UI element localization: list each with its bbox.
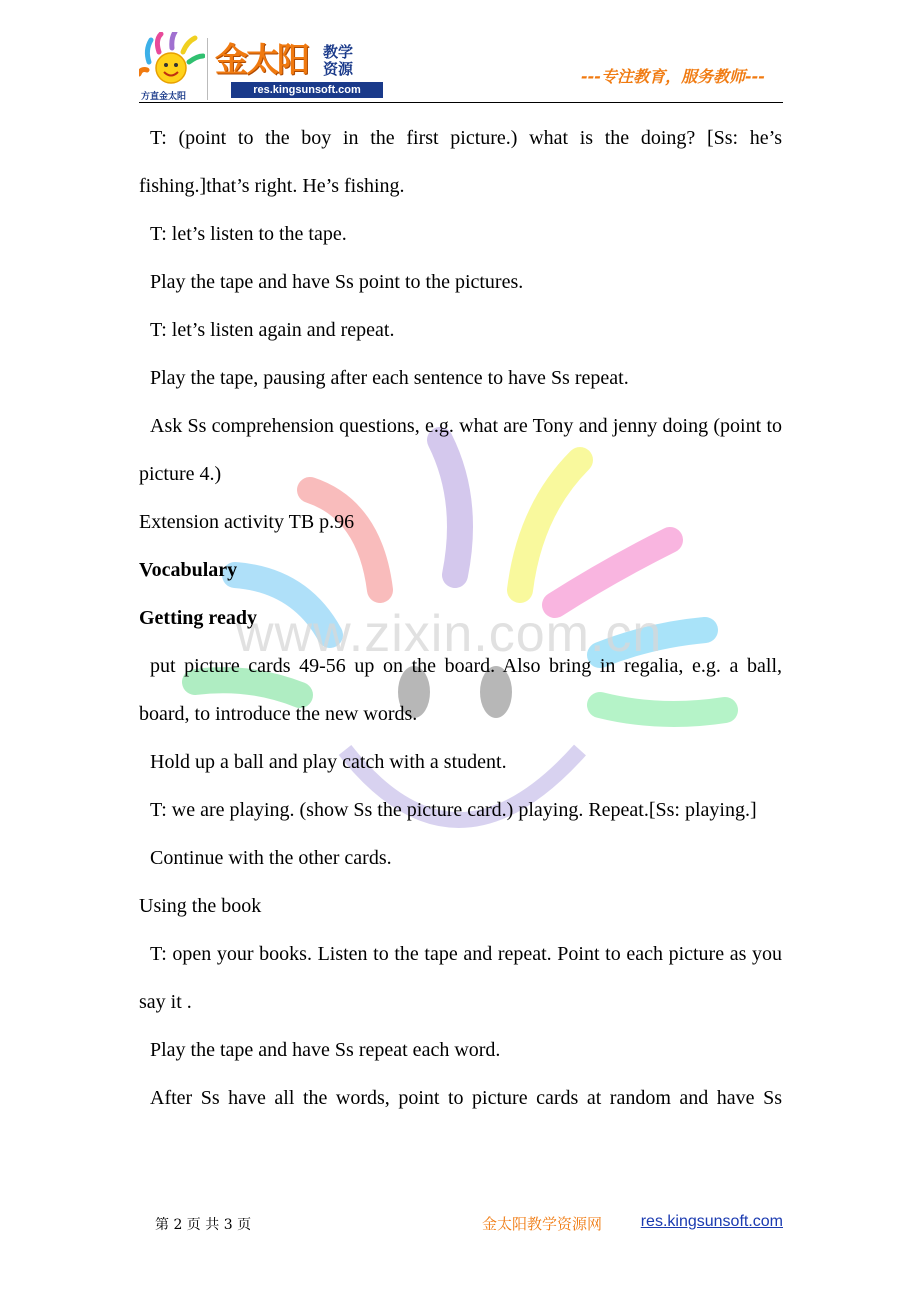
paragraph: T: (point to the boy in the first picture.) what is the doing? [Ss: he’s fishing.]that’s right. He’s fishing.	[139, 127, 782, 197]
paragraph: put picture cards 49-56 up on the board. Also bring in regalia, e.g. a ball, board, to introduce the new words.	[139, 655, 782, 725]
paragraph: T: let’s listen again and repeat.	[150, 319, 395, 341]
section-heading: Getting ready	[139, 607, 257, 629]
page-header	[139, 30, 783, 103]
paragraph: Ask Ss comprehension questions, e.g. what are Tony and jenny doing (point to picture 4.)	[139, 415, 782, 485]
header-tagline: ---专注教育，服务教师---	[581, 67, 765, 86]
kingsun-logo	[139, 32, 384, 100]
paragraph: Play the tape, pausing after each sentence to have Ss repeat.	[150, 367, 629, 389]
paragraph: Hold up a ball and play catch with a student.	[150, 751, 507, 773]
brand-subtitle: 教学资源	[323, 43, 354, 78]
paragraph: Extension activity TB p.96	[139, 511, 355, 533]
watermark-text: www.zixin.com.cn	[236, 605, 663, 663]
brand-name: 金太阳	[215, 40, 308, 79]
section-heading: Vocabulary	[139, 559, 238, 581]
paragraph: After Ss have all the words, point to picture cards at random and have Ss	[150, 1087, 782, 1109]
document-body	[139, 114, 782, 1122]
paragraph: Play the tape and have Ss point to the pictures.	[150, 271, 524, 293]
paragraph: T: we are playing. (show Ss the picture card.) playing. Repeat.[Ss: playing.]	[150, 799, 757, 821]
paragraph: T: let’s listen to the tape.	[150, 223, 347, 245]
sun-mascot-icon	[139, 32, 205, 90]
page-footer	[139, 1210, 783, 1238]
logo-divider	[207, 38, 208, 100]
footer-site-link[interactable]: res.kingsunsoft.com	[640, 1213, 783, 1230]
page-number: 第 2 页 共 3 页	[155, 1217, 252, 1233]
section-heading: Using the book	[139, 895, 262, 917]
paragraph: Play the tape and have Ss repeat each word.	[150, 1039, 501, 1061]
footer-site-name: 金太阳教学资源网	[482, 1215, 603, 1233]
paragraph: T: open your books. Listen to the tape and repeat. Point to each picture as you say it .	[139, 943, 782, 1013]
logo-caption: 方直金太阳	[141, 92, 187, 102]
paragraph: Continue with the other cards.	[150, 847, 392, 869]
brand-url: res.kingsunsoft.com	[231, 82, 383, 98]
